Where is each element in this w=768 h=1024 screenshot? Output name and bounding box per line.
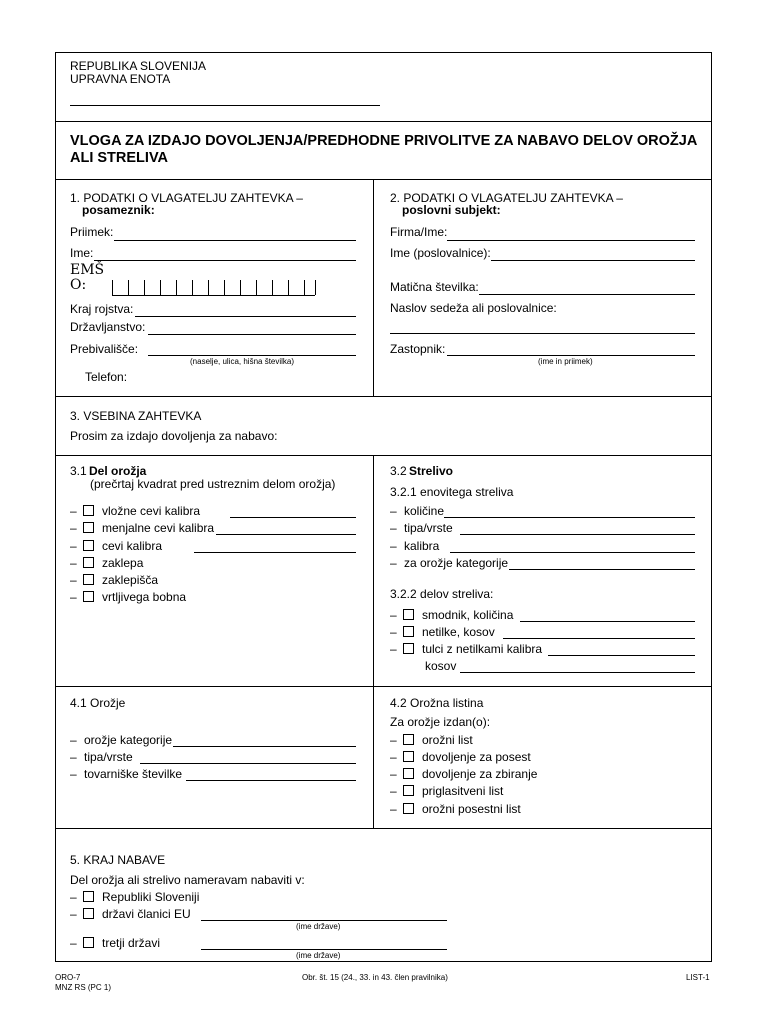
section42-intro: Za orožje izdan(o): [390,715,491,729]
dash: – [70,733,77,747]
item-label: vložne cevi kalibra [102,504,201,518]
dash: – [70,573,77,587]
emso-label-line1: EMŠ [70,262,105,278]
item-label: kalibra [404,539,440,553]
form-title-line2: ALI STRELIVA [70,150,169,166]
ammo-category-field[interactable] [509,569,695,570]
dash: – [390,784,397,798]
item-label: za orožje kategorije [404,556,509,570]
item-label: smodnik, količina [422,608,514,622]
column-divider-bottom [373,455,374,828]
branch-label: Ime (poslovalnice): [390,246,491,260]
birthplace-field[interactable] [135,316,356,317]
item-label: dovoljenje za posest [422,750,531,764]
primers-count-field[interactable] [503,638,695,639]
section3-request-text: Prosim za izdajo dovoljenja za nabavo: [70,429,278,443]
barrel-caliber-field[interactable] [194,552,356,553]
checkbox-weapon-license[interactable] [403,734,414,745]
section3-heading: 3. VSEBINA ZAHTEVKA [70,409,202,423]
surname-label: Priimek: [70,225,114,239]
dash: – [70,936,77,950]
divider-section32 [55,686,712,687]
ammo-caliber-field[interactable] [450,552,695,553]
dash: – [390,802,397,816]
emso-label-line2: O: [70,277,87,293]
form-reference: Obr. št. 15 (24., 33. in 43. člen pravilnika) [302,973,448,982]
company-field[interactable] [447,240,695,241]
birthplace-label: Kraj rojstva: [70,302,134,316]
surname-field[interactable] [114,240,356,241]
divider-section2 [55,396,712,397]
dash: – [390,767,397,781]
checkbox-cylinder[interactable] [83,591,94,602]
third-country-field[interactable] [201,949,447,950]
section1-subheading: posameznik: [82,203,155,217]
primed-cases-count-label: kosov [425,659,457,673]
checkbox-third-country[interactable] [83,937,94,948]
checkbox-collection-permit[interactable] [403,768,414,779]
checkbox-primed-cases[interactable] [403,643,414,654]
serial-number-field[interactable] [186,780,356,781]
dash: – [390,608,397,622]
administrative-unit-label: UPRAVNA ENOTA [70,72,171,86]
sheet-number: LIST-1 [686,973,710,982]
representative-hint: (ime in priimek) [538,357,593,366]
dash: – [390,733,397,747]
company-label: Firma/Ime: [390,225,448,239]
checkbox-eu-member[interactable] [83,908,94,919]
section2-subheading: poslovni subjekt: [402,203,501,217]
dash: – [70,590,77,604]
dash: – [390,556,397,570]
dash: – [390,521,397,535]
dash: – [70,907,77,921]
section32-number: 3.2 [390,464,407,478]
dash: – [390,539,397,553]
dash: – [70,750,77,764]
weapon-type-field[interactable] [140,763,356,764]
dash: – [70,556,77,570]
item-label: tipa/vrste [84,750,133,764]
section42-heading: 4.2 Orožna listina [390,696,484,710]
item-label: netilke, kosov [422,625,495,639]
third-country-hint: (ime države) [296,951,341,960]
section1-heading: 1. PODATKI O VLAGATELJU ZAHTEVKA – [70,191,303,205]
checkbox-bolt[interactable] [83,557,94,568]
gunpowder-quantity-field[interactable] [520,621,695,622]
checkbox-gunpowder[interactable] [403,609,414,620]
checkbox-breech[interactable] [83,574,94,585]
checkbox-primers[interactable] [403,626,414,637]
item-label: dovoljenje za zbiranje [422,767,538,781]
primed-cases-count-field[interactable] [460,672,695,673]
divider-title [55,179,712,180]
checkbox-barrel[interactable] [83,540,94,551]
issuing-office: MNZ RS (PC 1) [55,983,111,992]
item-label: orožni posestni list [422,802,521,816]
dash: – [390,750,397,764]
eu-country-hint: (ime države) [296,922,341,931]
interchangeable-barrel-caliber-field[interactable] [216,534,356,535]
ammo-quantity-field[interactable] [444,517,695,518]
branch-field[interactable] [491,260,695,261]
item-label: tretji državi [102,936,161,950]
item-label: orožni list [422,733,473,747]
section2-heading: 2. PODATKI O VLAGATELJU ZAHTEVKA – [390,191,623,205]
section31-number: 3.1 [70,464,87,478]
name-label: Ime: [70,246,94,260]
dash: – [70,767,77,781]
divider-section4 [55,828,712,829]
dash: – [70,890,77,904]
section31-hint: (prečrtaj kvadrat pred ustreznim delom orožja) [90,477,336,491]
eu-country-field[interactable] [201,920,447,921]
checkbox-slovenia[interactable] [83,891,94,902]
section32-heading: Strelivo [409,464,454,478]
section5-intro: Del orožja ali strelivo nameravam nabaviti v: [70,873,305,887]
name-field[interactable] [94,260,356,261]
load-barrel-caliber-field[interactable] [230,517,356,518]
item-label: državi članici EU [102,907,191,921]
item-label: menjalne cevi kalibra [102,521,215,535]
dash: – [390,504,397,518]
administrative-unit-field[interactable] [70,105,380,106]
registration-number-field[interactable] [479,294,695,295]
dash: – [70,539,77,553]
item-label: količine [404,504,445,518]
checkbox-load-barrel[interactable] [83,505,94,516]
item-label: zaklepa [102,556,144,570]
item-label: zaklepišča [102,573,159,587]
checkbox-possession-license[interactable] [403,803,414,814]
residence-field[interactable] [148,355,356,356]
divider-header [55,121,712,122]
address-label: Naslov sedeža ali poslovalnice: [390,301,557,315]
address-field[interactable] [390,333,695,334]
checkbox-registration-form[interactable] [403,785,414,796]
emso-baseline [112,295,315,296]
section41-heading: 4.1 Orožje [70,696,126,710]
column-divider-top [373,179,374,396]
form-code: ORO-7 [55,973,81,982]
representative-field[interactable] [447,355,695,356]
residence-hint: (naselje, ulica, hišna številka) [190,357,295,366]
divider-section3 [55,455,712,456]
item-label: tulci z netilkami kalibra [422,642,543,656]
section31-heading: Del orožja [89,464,147,478]
primed-cases-caliber-field[interactable] [548,655,695,656]
representative-label: Zastopnik: [390,342,446,356]
form-title-line1: VLOGA ZA IZDAJO DOVOLJENJA/PREDHODNE PRIVOLITVE ZA NABAVO DELOV OROŽJA [70,133,698,149]
dash: – [70,521,77,535]
item-label: tipa/vrste [404,521,453,535]
dash: – [70,504,77,518]
section322-heading: 3.2.2 delov streliva: [390,587,494,601]
residence-label: Prebivališče: [70,342,139,356]
ammo-type-field[interactable] [460,534,695,535]
checkbox-interchangeable-barrel[interactable] [83,522,94,533]
country-name: REPUBLIKA SLOVENIJA [70,59,207,73]
section5-heading: 5. KRAJ NABAVE [70,853,166,867]
weapon-category-field[interactable] [173,746,356,747]
citizenship-label: Državljanstvo: [70,320,146,334]
item-label: vrtljivega bobna [102,590,187,604]
phone-label: Telefon: [85,370,128,384]
registration-number-label: Matična številka: [390,280,479,294]
item-label: Republiki Sloveniji [102,890,200,904]
item-label: priglasitveni list [422,784,504,798]
checkbox-possession-permit[interactable] [403,751,414,762]
section321-heading: 3.2.1 enovitega streliva [390,485,514,499]
dash: – [390,642,397,656]
item-label: cevi kalibra [102,539,163,553]
item-label: tovarniške številke [84,767,183,781]
dash: – [390,625,397,639]
citizenship-field[interactable] [148,334,356,335]
item-label: orožje kategorije [84,733,173,747]
